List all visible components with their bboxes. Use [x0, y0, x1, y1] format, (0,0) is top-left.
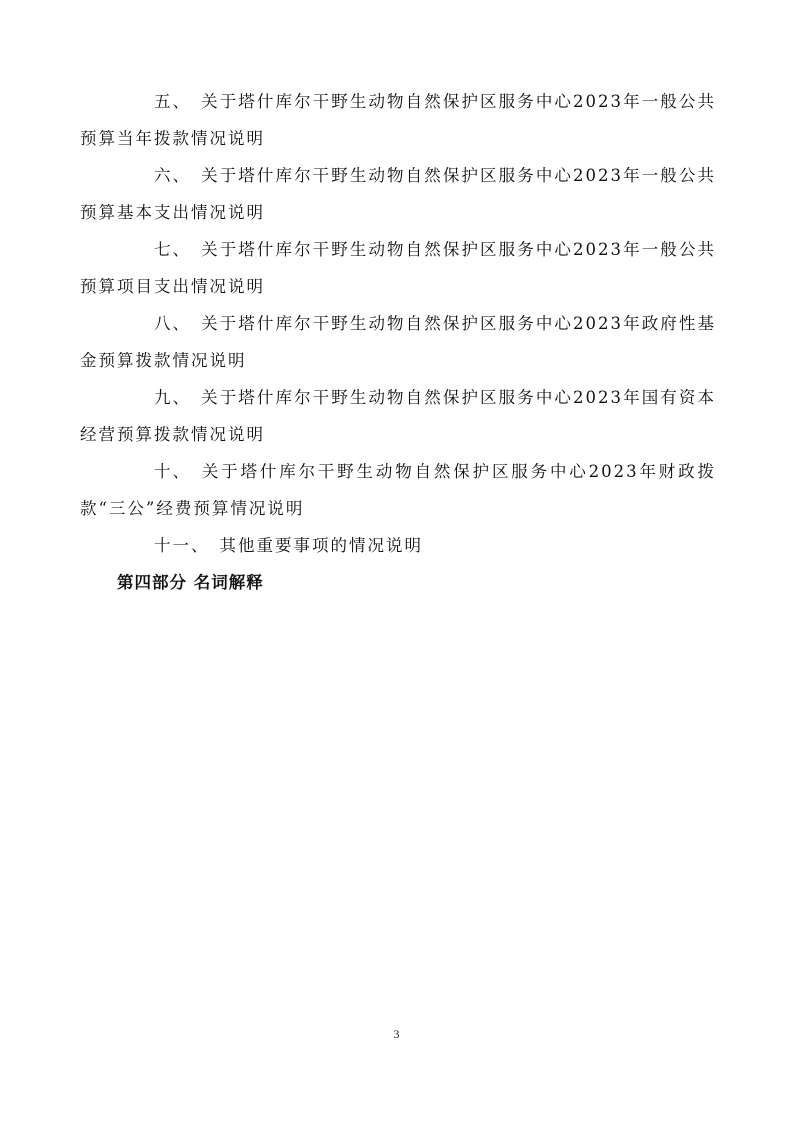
toc-item-10 — [80, 453, 716, 527]
page-number: 3 — [393, 1027, 400, 1041]
toc-item-5 — [80, 83, 716, 157]
item-number: 八、 — [154, 314, 191, 333]
item-text: 关于塔什库尔干野生动物自然保护区服务中心2023年财政拨款“三公”经费预算情况说明 — [80, 462, 716, 518]
item-text: 关于塔什库尔干野生动物自然保护区服务中心2023年一般公共预算当年拨款情况说明 — [80, 92, 716, 148]
item-number: 六、 — [154, 166, 191, 185]
item-text: 关于塔什库尔干野生动物自然保护区服务中心2023年一般公共预算基本支出情况说明 — [80, 166, 716, 222]
toc-item-9 — [80, 379, 716, 453]
item-text: 关于塔什库尔干野生动物自然保护区服务中心2023年一般公共预算项目支出情况说明 — [80, 240, 716, 296]
item-number: 十一、 — [154, 536, 210, 555]
toc-item-11 — [80, 527, 716, 564]
item-text: 关于塔什库尔干野生动物自然保护区服务中心2023年政府性基金预算拨款情况说明 — [80, 314, 716, 370]
item-text: 其他重要事项的情况说明 — [219, 536, 423, 555]
document-body — [80, 83, 716, 601]
toc-item-7 — [80, 231, 716, 305]
toc-item-8 — [80, 305, 716, 379]
item-text: 关于塔什库尔干野生动物自然保护区服务中心2023年国有资本经营预算拨款情况说明 — [80, 388, 716, 444]
item-number: 五、 — [154, 92, 191, 111]
item-number: 九、 — [154, 388, 191, 407]
toc-item-6 — [80, 157, 716, 231]
section-heading: 第四部分 名词解释 — [117, 573, 264, 592]
item-number: 七、 — [154, 240, 191, 259]
item-number: 十、 — [154, 462, 191, 481]
